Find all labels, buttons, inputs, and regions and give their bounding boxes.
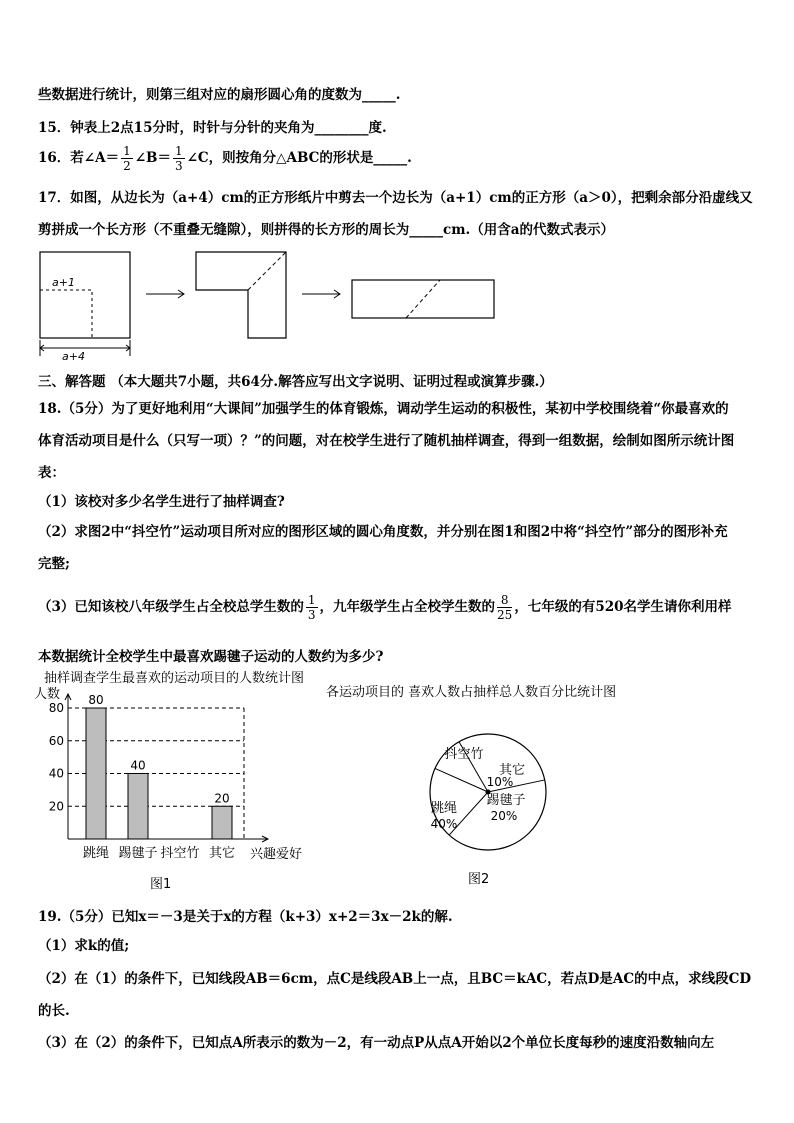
bar-chart-title: 抽样调查学生最喜欢的运动项目的人数统计图 — [44, 671, 305, 686]
question-18-part1: （1）该校对多少名学生进行了抽样调查? — [38, 494, 285, 510]
question-18-part2-line1: （2）求图2中“抖空竹”运动项目所对应的图形区域的圆心角度数，并分别在图1和图2中将“抖空竹”部分的图形补充 — [38, 524, 728, 540]
label-a-plus-1: a+1 — [52, 276, 75, 289]
question-18-line3: 表： — [38, 465, 65, 481]
label-a-plus-4: a+4 — [62, 350, 85, 362]
bar-value-label-1: 40 — [130, 758, 146, 773]
bar-1 — [128, 774, 148, 840]
y-tick-label-40: 40 — [48, 766, 64, 781]
question-18-line1: 18.（5分）为了更好地利用“大课间”加强学生的体育锻炼，调动学生运动的积极性，某初中学校围绕着“你最喜欢的 — [38, 401, 729, 417]
x-tick-label-3: 其它 — [208, 846, 236, 861]
pie-slice-label-1: 踢毽子 — [486, 793, 526, 808]
bar-chart-caption: 图1 — [150, 877, 172, 892]
question-16 — [38, 144, 412, 173]
question-19-part2-line2: 的长. — [38, 1003, 70, 1019]
x-tick-label-0: 跳绳 — [82, 846, 110, 861]
bar-3 — [212, 806, 232, 839]
question-18-part2-line2: 完整; — [38, 556, 70, 572]
pie-chart-figure-2 — [320, 678, 660, 893]
figure-17 — [36, 244, 506, 362]
question-19-part2-line1: （2）在（1）的条件下，已知线段AB＝6cm，点C是线段AB上一点，且BC＝kAC，若点D是AC的中点，求线段CD — [38, 971, 752, 987]
fraction-half: $\frac{1}{2}$ — [123, 144, 131, 173]
x-tick-label-2: 抖空竹 — [160, 846, 200, 861]
q18-3-part-c: ，七年级的有520名学生请你利用样 — [514, 599, 732, 615]
question-19: 19.（5分）已知x＝－3是关于x的方程（k+3）x+2＝3x－2k的解. — [38, 909, 453, 925]
section-3-heading: 三、解答题 （本大题共7小题，共64分.解答应写出文字说明、证明过程或演算步骤.） — [38, 374, 553, 390]
pie-slice-label-0: 跳绳 — [430, 801, 458, 816]
bar-chart-figure-1 — [30, 668, 320, 893]
x-tick-label-1: 踢毽子 — [118, 846, 158, 861]
pie-slice-label-3: 抖空竹 — [444, 747, 484, 762]
line-prev-question: 些数据进行统计，则第三组对应的扇形圆心角的度数为_____. — [38, 87, 401, 103]
fraction-8-25: $\frac{8}{25}$ — [497, 593, 513, 622]
pie-slice-percent-2: 10% — [486, 775, 514, 789]
q18-3-part-b: ，九年级学生占全校学生数的 — [319, 599, 496, 615]
question-15: 15．钟表上2点15分时，时针与分针的夹角为________度. — [38, 120, 387, 136]
pie-chart-title: 各运动项目的 喜欢人数占抽样总人数百分比统计图 — [326, 685, 617, 700]
y-tick-label-20: 20 — [48, 799, 64, 814]
question-17-line1: 17．如图，从边长为（a+4）cm的正方形纸片中剪去一个边长为（a+1）cm的正方形（a＞0），把剩余部分沿虚线又 — [38, 190, 753, 206]
q16-part-b: ∠B＝ — [134, 150, 171, 166]
fraction-one-third: $\frac{1}{3}$ — [307, 593, 316, 622]
q16-part-a: 16．若∠A＝ — [38, 150, 120, 166]
question-19-part1: （1）求k的值; — [38, 938, 130, 954]
pie-slice-label-2: 其它 — [498, 763, 526, 778]
pie-slice-boundary-2 — [435, 768, 488, 792]
question-17-line2: 剪拼成一个长方形（不重叠无缝隙），则拼得的长方形的周长为_____cm.（用含a的代数式表示） — [38, 222, 614, 238]
bar-0 — [86, 708, 106, 839]
question-18-part3-line2: 本数据统计全校学生中最喜欢踢毽子运动的人数约为多少? — [38, 649, 384, 665]
y-tick-label-80: 80 — [48, 701, 64, 715]
question-18-line2: 体育活动项目是什么（只写一项）？”的问题，对在校学生进行了随机抽样调查，得到一组数据，绘制如图所示统计图 — [38, 433, 735, 449]
pie-chart-caption: 图2 — [468, 872, 490, 887]
q18-3-part-a: （3）已知该校八年级学生占全校总学生数的 — [38, 599, 304, 615]
y-tick-label-60: 60 — [48, 733, 64, 748]
pie-slice-percent-1: 20% — [490, 809, 518, 823]
bar-chart-xlabel: 兴趣爱好 — [250, 847, 303, 862]
bar-chart-ylabel: 人数 — [34, 687, 61, 702]
bar-value-label-0: 80 — [88, 693, 104, 707]
question-18-part3-line1 — [38, 593, 732, 622]
question-19-part3: （3）在（2）的条件下，已知点A所表示的数为－2，有一动点P从点A开始以2个单位长度每秒的速度沿数轴向左 — [38, 1035, 715, 1051]
bar-value-label-3: 20 — [214, 791, 230, 806]
q16-part-c: ∠C，则按角分△ABC的形状是_____. — [186, 150, 412, 166]
fraction-third: $\frac{1}{3}$ — [174, 144, 183, 173]
pie-slice-percent-0: 40% — [430, 817, 458, 831]
